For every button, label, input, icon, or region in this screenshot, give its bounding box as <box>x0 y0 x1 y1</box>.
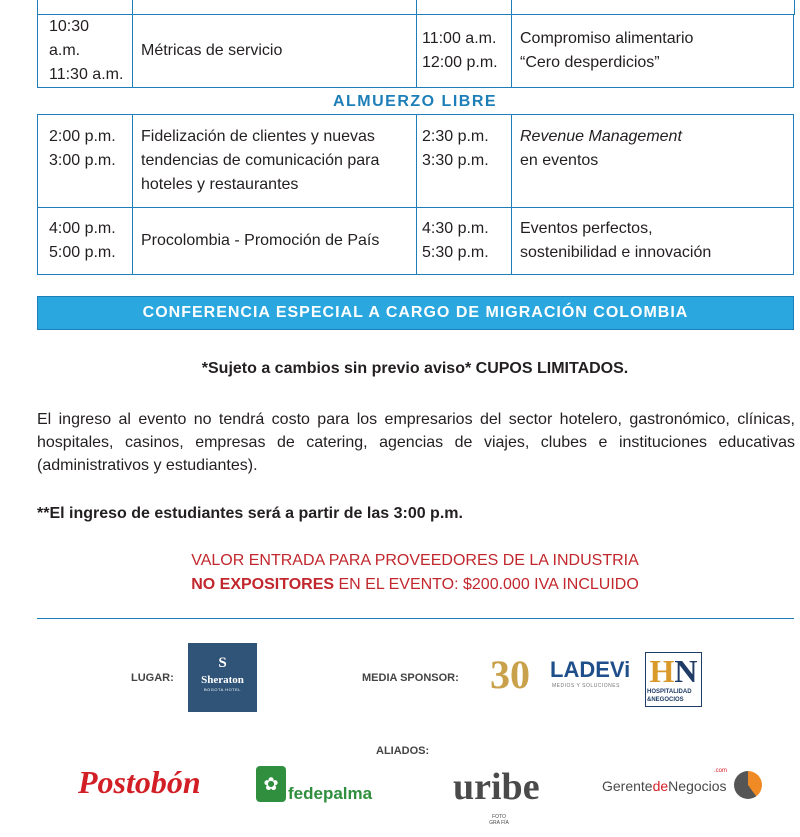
gdn-circle-icon <box>734 771 762 799</box>
table-row <box>38 115 794 208</box>
limited-notice: *Sujeto a cambios sin previo aviso* CUPOS LIMITADOS. <box>201 360 629 377</box>
hn-h: H <box>649 653 675 689</box>
uribe-sub: FOTO GRA FÍA <box>489 814 509 826</box>
ladevi-30: 30 <box>490 652 530 697</box>
schedule-table-afternoon <box>37 114 794 275</box>
table-row <box>38 15 794 88</box>
topic-cell: Métricas de servicio <box>133 15 417 88</box>
palm-icon: ✿ <box>256 766 286 802</box>
allies-label: ALIADOS: <box>376 745 430 757</box>
time-cell: 2:30 p.m. 3:30 p.m. <box>417 115 512 208</box>
price-line-1: VALOR ENTRADA PARA PROVEEDORES DE LA INDUSTRIA <box>191 552 639 569</box>
topic-cell: Fidelización de clientes y nuevas tendencias de comunicación para hoteles y restaurantes <box>133 115 417 208</box>
topic-cell: Revenue Management en eventos <box>512 115 794 208</box>
price-highlight: NO EXPOSITORES <box>191 576 335 593</box>
table-clipped-row <box>37 0 795 15</box>
sheraton-logo <box>188 643 257 712</box>
fedepalma-logo: fedepalma <box>288 784 373 803</box>
time-cell: 4:00 p.m. 5:00 p.m. <box>38 208 133 275</box>
hn-n: N <box>674 653 698 689</box>
venue-label: LUGAR: <box>131 672 174 684</box>
ladevi-logo <box>486 651 631 709</box>
students-note: **El ingreso de estudiantes será a partir de las 3:00 p.m. <box>37 505 463 522</box>
time-cell: 10:30 a.m. 11:30 a.m. <box>38 15 133 88</box>
lunch-label: ALMUERZO LIBRE <box>332 93 498 110</box>
sheraton-glyph: S <box>218 655 227 671</box>
topic-cell: Compromiso alimentario “Cero desperdicios” <box>512 15 794 88</box>
sheraton-sub: BOGOTA HOTEL <box>203 687 242 692</box>
price-line-2 <box>37 576 793 594</box>
time-cell: 4:30 p.m. 5:30 p.m. <box>417 208 512 275</box>
time-cell: 2:00 p.m. 3:00 p.m. <box>38 115 133 208</box>
hn-line1: HOSPITALIDAD <box>647 689 692 695</box>
price-rest: EN EL EVENTO: $200.000 IVA INCLUIDO <box>334 576 639 593</box>
gerente-de-negocios-logo: GerentedeNegocios <box>602 778 727 794</box>
postobon-logo: Postobón <box>78 764 201 800</box>
time-cell: 11:00 a.m. 12:00 p.m. <box>417 15 512 88</box>
schedule-table-morning <box>37 14 794 88</box>
ladevi-name: LADEVi <box>550 657 631 682</box>
gdn-com: .com <box>714 768 728 774</box>
hn-line2: &NEGOCIOS <box>647 697 684 703</box>
hn-logo <box>645 652 702 707</box>
sheraton-name: Sheraton <box>201 674 244 686</box>
table-row <box>38 208 794 275</box>
ladevi-sub: MEDIOS Y SOLUCIONES <box>552 683 620 689</box>
topic-cell: Eventos perfectos, sostenibilidad e innovación <box>512 208 794 275</box>
media-sponsor-label: MEDIA SPONSOR: <box>362 672 459 684</box>
conference-banner: CONFERENCIA ESPECIAL A CARGO DE MIGRACIÓN COLOMBIA <box>37 296 794 330</box>
uribe-logo: uribe <box>453 766 540 808</box>
topic-cell: Procolombia - Promoción de País <box>133 208 417 275</box>
entry-paragraph: El ingreso al evento no tendrá costo para los empresarios del sector hotelero, gastronómico, clínicas, hospitales, casinos, empresas de catering, agencias de viajes, clubes e instituciones educativas (administrativos y estudiantes). <box>37 411 795 474</box>
divider <box>37 618 794 619</box>
